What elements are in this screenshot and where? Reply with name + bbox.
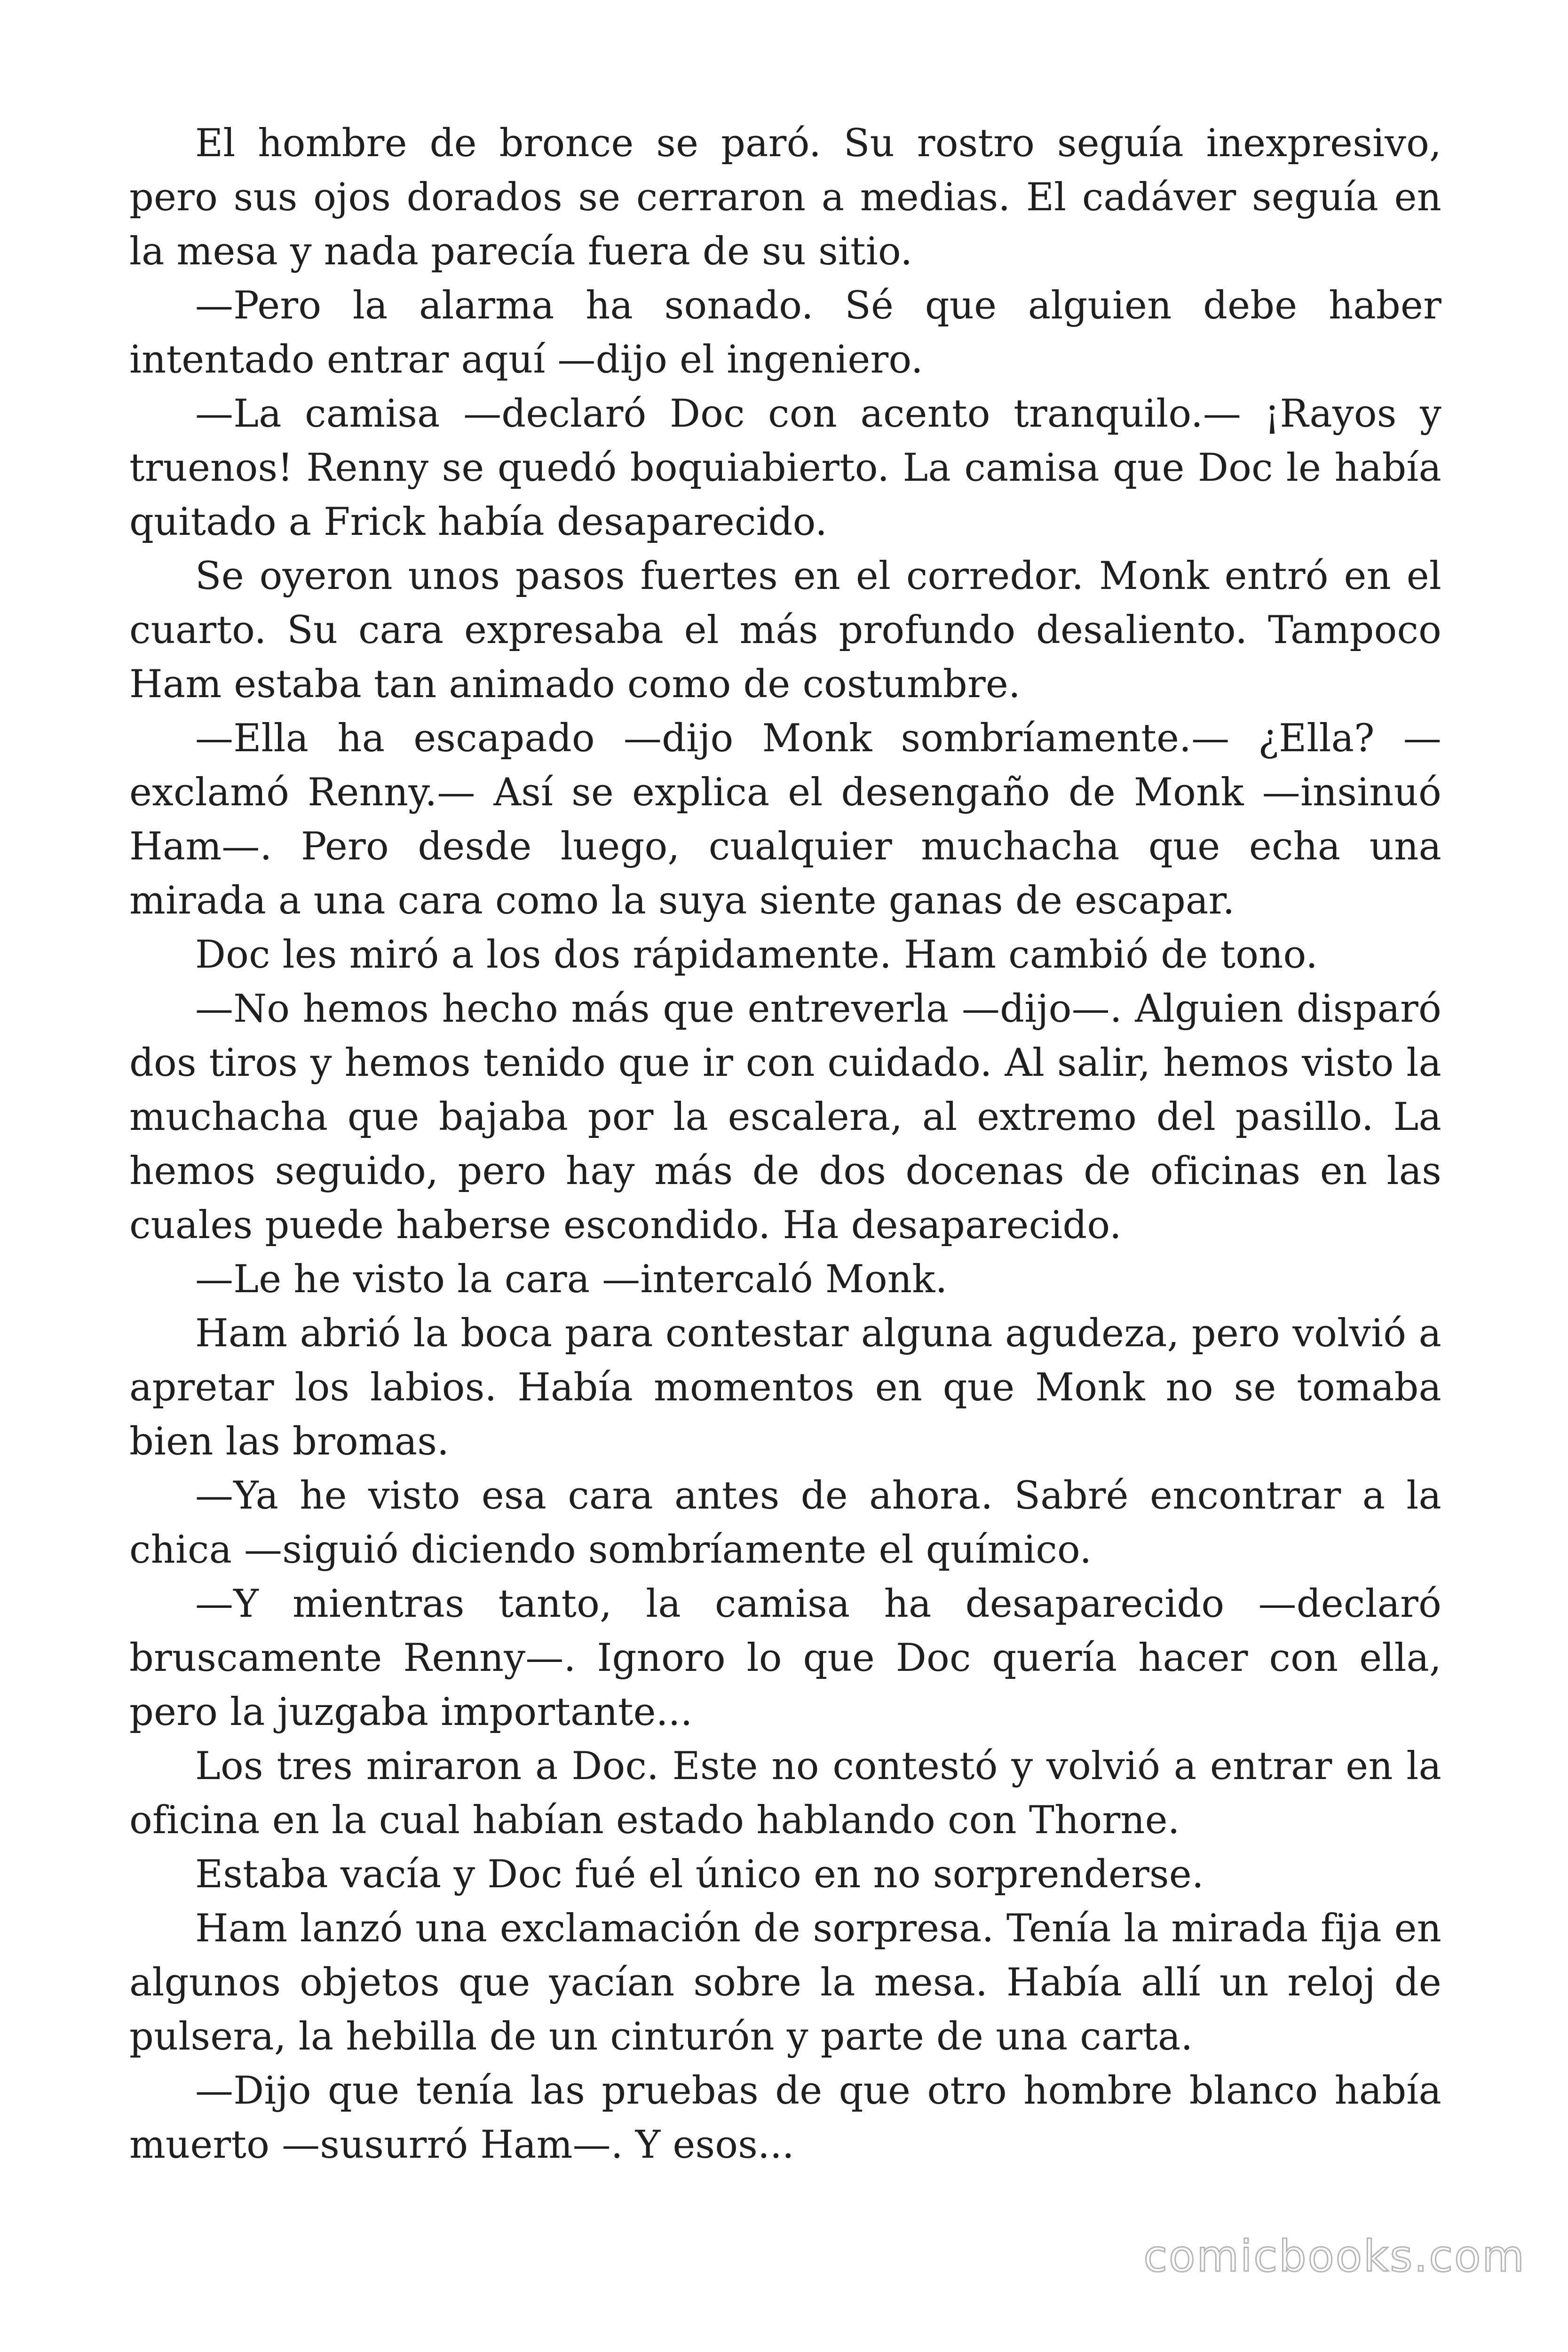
paragraph: —La camisa —declaró Doc con acento tranquilo.— ¡Rayos y truenos! Renny se quedó boquiabierto. La camisa que Doc le había quitado a Frick había desaparecido.: [129, 392, 1441, 544]
paragraph: —Ella ha escapado —dijo Monk sombríamente.— ¿Ella? —exclamó Renny.— Así se explica el desengaño de Monk —insinuó Ham—. Pero desde luego, cualquier muchacha que echa una mirada a una cara como la suya siente ganas de escapar.: [129, 716, 1441, 923]
page-body: [129, 117, 1441, 2172]
paragraph: Los tres miraron a Doc. Este no contestó y volvió a entrar en la oficina en la cual habían estado hablando con Thorne.: [129, 1744, 1441, 1843]
paragraph: Ham lanzó una exclamación de sorpresa. Tenía la mirada fija en algunos objetos que yacían sobre la mesa. Había allí un reloj de pulsera, la hebilla de un cinturón y parte de una carta.: [129, 1907, 1441, 2059]
watermark: comicbooks.com: [1143, 2231, 1526, 2281]
paragraph: —No hemos hecho más que entreverla —dijo—. Alguien disparó dos tiros y hemos tenido que ir con cuidado. Al salir, hemos visto la muchacha que bajaba por la escalera, al extremo del pasillo. La hemos seguido, pero hay más de dos docenas de oficinas en las cuales puede haberse escondido. Ha desaparecido.: [129, 987, 1441, 1248]
paragraph: Estaba vacía y Doc fué el único en no sorprenderse.: [195, 1852, 1204, 1897]
paragraph: —Dijo que tenía las pruebas de que otro hombre blanco había muerto —susurró Ham—. Y esos...: [129, 2069, 1441, 2167]
paragraph: El hombre de bronce se paró. Su rostro seguía inexpresivo, pero sus ojos dorados se cerraron a medias. El cadáver seguía en la mesa y nada parecía fuera de su sitio.: [129, 121, 1441, 274]
paragraph: Doc les miró a los dos rápidamente. Ham cambió de tono.: [195, 933, 1318, 977]
paragraph: —Y mientras tanto, la camisa ha desaparecido —declaró bruscamente Renny—. Ignoro lo que Doc quería hacer con ella, pero la juzgaba importante...: [129, 1582, 1441, 1734]
paragraph: —Pero la alarma ha sonado. Sé que alguien debe haber intentado entrar aquí —dijo el ingeniero.: [129, 284, 1441, 382]
paragraph: Ham abrió la boca para contestar alguna agudeza, pero volvió a apretar los labios. Había momentos en que Monk no se tomaba bien las bromas.: [129, 1311, 1441, 1464]
paragraph: Se oyeron unos pasos fuertes en el corredor. Monk entró en el cuarto. Su cara expresaba el más profundo desaliento. Tampoco Ham estaba tan animado como de costumbre.: [129, 554, 1441, 707]
paragraph: —Ya he visto esa cara antes de ahora. Sabré encontrar a la chica —siguió diciendo sombríamente el químico.: [129, 1474, 1441, 1572]
paragraph: —Le he visto la cara —intercaló Monk.: [195, 1257, 948, 1302]
